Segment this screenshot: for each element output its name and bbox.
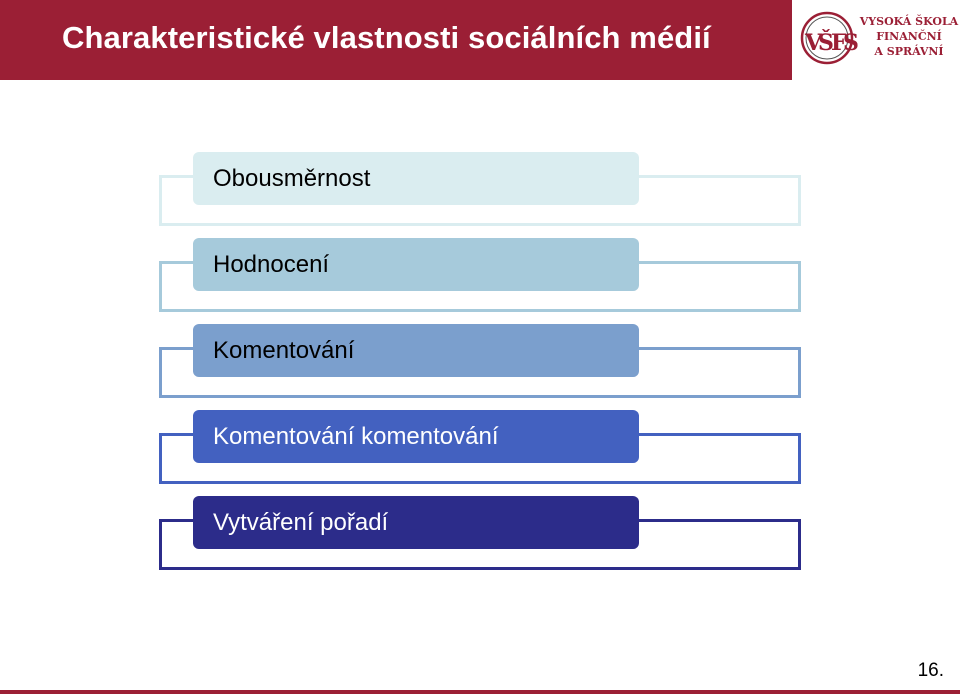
- logo-mark-letter: S: [843, 30, 859, 56]
- list-item-label: Komentování: [213, 336, 355, 364]
- list-item: [193, 496, 639, 549]
- outline-top-right: [636, 519, 801, 522]
- logo-mark-letter: F: [831, 30, 847, 56]
- list-item: [193, 324, 639, 377]
- outline-top-left: [159, 261, 196, 264]
- outline-top-right: [636, 261, 801, 264]
- logo-line-1: VYSOKÁ ŠKOLA: [859, 15, 959, 28]
- outline-top-left: [159, 519, 196, 522]
- logo-line-2: FINANČNÍ: [876, 30, 942, 43]
- outline-top-right: [636, 175, 801, 178]
- outline-top-right: [636, 433, 801, 436]
- list-item: [193, 410, 639, 463]
- footer-divider: [0, 690, 960, 694]
- slide-title: Charakteristické vlastnosti sociálních médií: [62, 20, 711, 55]
- page-number: 16.: [917, 660, 944, 681]
- list-item-label: Hodnocení: [213, 250, 330, 278]
- outline-top-left: [159, 433, 196, 436]
- list-item-label: Komentování komentování: [213, 422, 499, 450]
- outline-top-left: [159, 175, 196, 178]
- list-item-label: Obousměrnost: [213, 164, 371, 192]
- logo-line-3: A SPRÁVNÍ: [874, 45, 944, 58]
- outline-top-right: [636, 347, 801, 350]
- outline-top-left: [159, 347, 196, 350]
- list-item: [193, 152, 639, 205]
- logo-mark-letter: Š: [818, 30, 834, 56]
- logo-mark-letter: V: [805, 30, 823, 56]
- list-item: [193, 238, 639, 291]
- list-item-label: Vytváření pořadí: [213, 508, 389, 536]
